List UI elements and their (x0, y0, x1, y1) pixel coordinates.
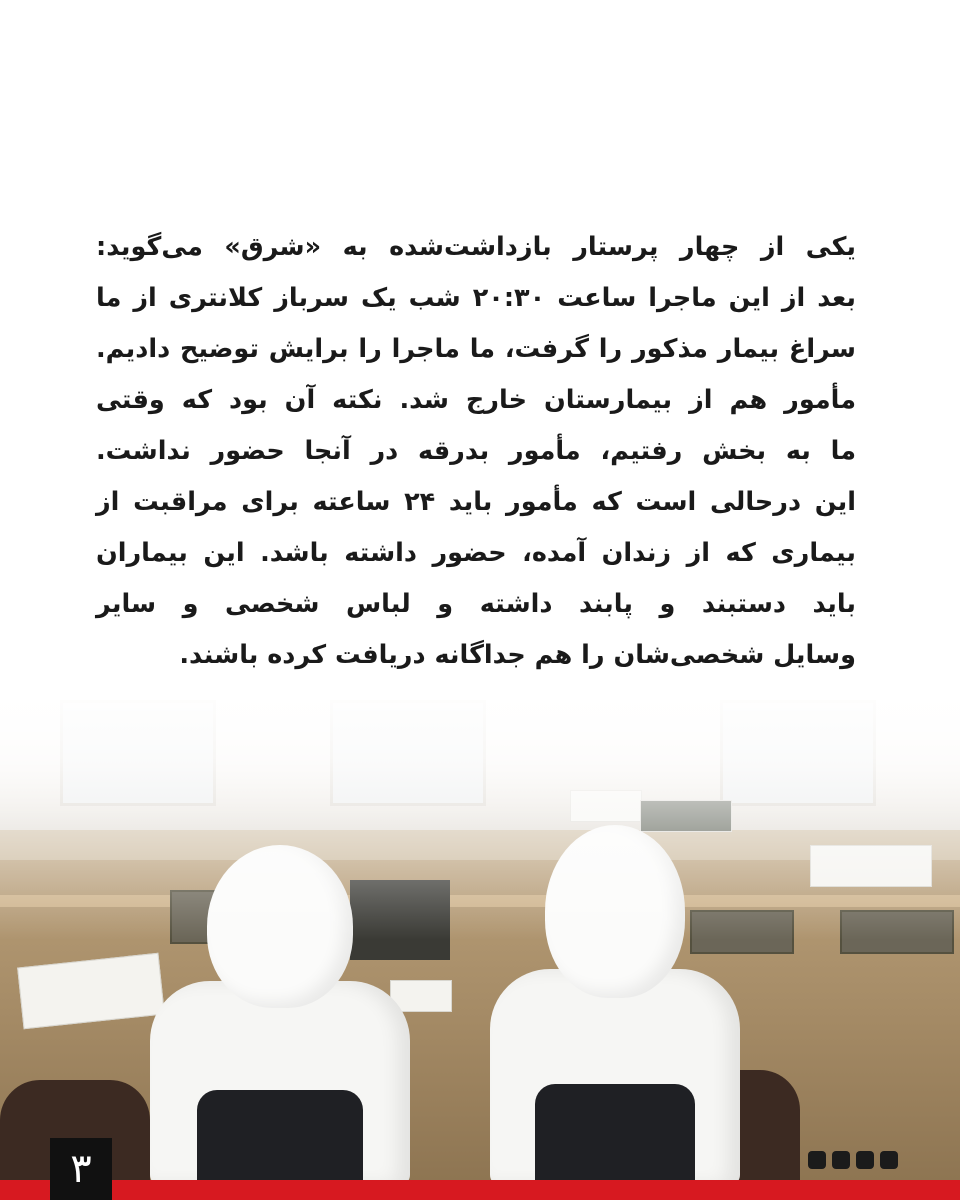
dot-icon (832, 1151, 850, 1169)
dot-icon (880, 1151, 898, 1169)
article-line-4: مأمور هم از بیمارستان خارج شد. نکته آن بود که وقتی (96, 385, 856, 415)
article-line-3: سراغ بیمار مذکور را گرفت، ما ماجرا را برایش توضیح دادیم. (96, 334, 856, 364)
nurse-coat (535, 1084, 695, 1180)
article-line-9: وسایل شخصی‌شان را هم جداگانه دریافت کرده باشند. (179, 640, 856, 670)
article-text (96, 222, 856, 681)
nurses-station-photo (0, 680, 960, 1180)
nurse-coat (197, 1090, 363, 1180)
page-number: ۳ (50, 1138, 112, 1200)
article-line-1: یکی از چهار پرستار بازداشت‌شده به «شرق» می‌گوید: (96, 232, 856, 262)
article-line-5: ما به بخش رفتیم، مأمور بدرقه در آنجا حضور نداشت. (96, 436, 856, 466)
article-line-8: باید دستبند و پابند داشته و لباس شخصی و سایر (96, 589, 856, 619)
dot-icon (856, 1151, 874, 1169)
brand-dots-icon (808, 1146, 900, 1174)
article-line-7: بیماری که از زندان آمده، حضور داشته باشد. این بیماران (96, 538, 856, 568)
photo-top-fade (0, 680, 960, 940)
article-line-2: بعد از این ماجرا ساعت ۲۰:۳۰ شب یک سرباز کلانتری از ما (96, 283, 857, 313)
article-line-6: این درحالی است که مأمور باید ۲۴ ساعته برای مراقبت از (96, 487, 856, 517)
bottom-red-bar (0, 1180, 960, 1200)
dot-icon (808, 1151, 826, 1169)
